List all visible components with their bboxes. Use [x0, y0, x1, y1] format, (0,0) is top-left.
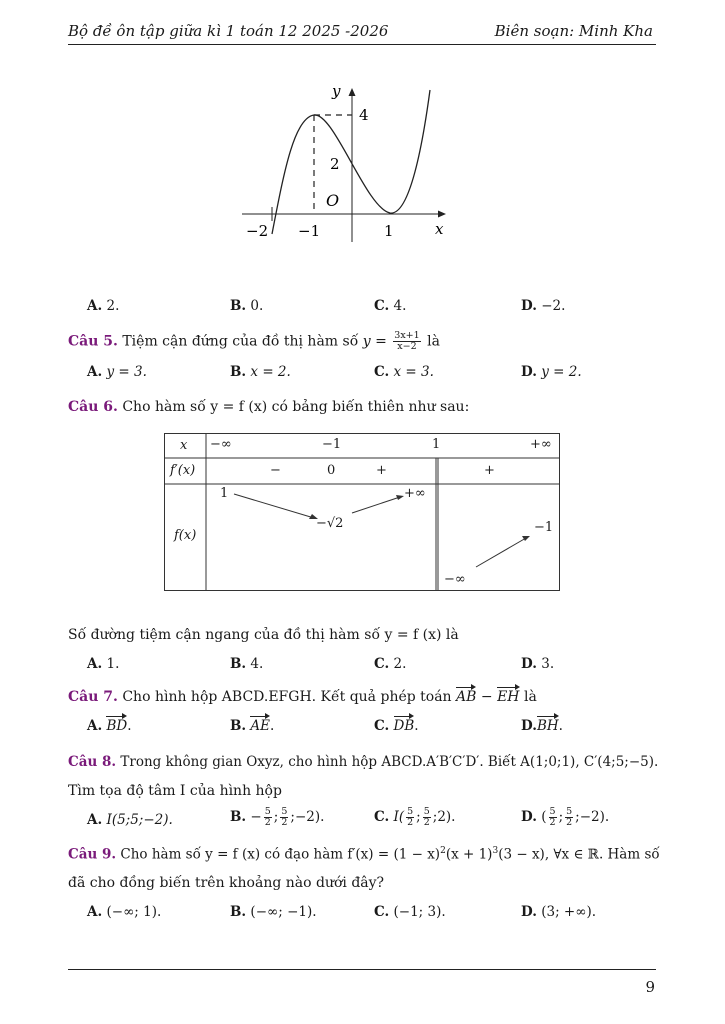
label-y4: 4: [359, 106, 369, 124]
y-axis-label: y: [332, 82, 341, 100]
q7-option-a[interactable]: A. BD.: [87, 718, 132, 734]
label-y2: 2: [330, 155, 340, 173]
x-axis-arrow: [438, 211, 446, 218]
arrow-increasing-right: [476, 538, 526, 567]
q9-question-line2: đã cho đồng biến trên khoảng nào dưới đây?: [68, 875, 385, 891]
f-min: −√2: [316, 516, 344, 531]
q9-option-a[interactable]: A. (−∞; 1).: [87, 904, 162, 920]
x-neg-inf: −∞: [210, 437, 232, 452]
f-right-end: −1: [534, 520, 554, 535]
q4-option-b[interactable]: B. 0.: [230, 298, 264, 314]
q5-option-c[interactable]: C. x = 3.: [374, 364, 434, 380]
header-title: Bộ đề ôn tập giữa kì 1 toán 12 2025 -2026: [68, 22, 389, 40]
fprime-sign-3: +: [484, 463, 495, 478]
q7-option-b[interactable]: B. AE.: [230, 718, 275, 734]
q5-question: Câu 5. Tiệm cận đứng của đồ thị hàm số y = $\frac{3x+1}{x-2}$ là: [68, 330, 440, 352]
f-left-start: 1: [220, 486, 229, 501]
q4-option-a[interactable]: A. 2.: [87, 298, 120, 314]
header-rule: [68, 44, 656, 45]
q5-fraction: $\frac{3x+1}{x-2}$: [394, 330, 420, 352]
f-left-end: +∞: [404, 486, 426, 501]
variation-table: [164, 433, 560, 591]
q8-question-line2: Tìm tọa độ tâm I của hình hộp: [68, 783, 282, 799]
row-x-label: x: [180, 438, 188, 453]
q8-option-c[interactable]: C. I( $\frac{5}{2}$ ; $\frac{5}{2}$ ;2).: [374, 806, 456, 828]
q7-question: Câu 7. Cho hình hộp ABCD.EFGH. Kết quả phép toán AB − EH là: [68, 689, 537, 705]
x-one: 1: [432, 437, 441, 452]
header-author: Biên soạn: Minh Kha: [494, 22, 653, 40]
fprime-sign-2: +: [376, 463, 387, 478]
label-x1: 1: [384, 222, 394, 240]
q4-option-d[interactable]: D. −2.: [521, 298, 566, 314]
q8-option-d[interactable]: D. ( $\frac{5}{2}$ ; $\frac{5}{2}$ ;−2).: [521, 806, 610, 828]
q8-option-a[interactable]: A. I(5;5;−2).: [87, 812, 173, 828]
q6-subquestion: Số đường tiệm cận ngang của đồ thị hàm số y = f (x) là: [68, 627, 459, 643]
x-minus-one: −1: [322, 437, 342, 452]
q6-option-b[interactable]: B. 4.: [230, 656, 264, 672]
x-axis-label: x: [435, 220, 444, 238]
fprime-sign-1: −: [270, 463, 281, 478]
f-right-start: −∞: [444, 572, 466, 587]
q5-option-b[interactable]: B. x = 2.: [230, 364, 291, 380]
label-xm2: −2: [246, 222, 269, 240]
row-fprime-label: f′(x): [170, 463, 196, 478]
q6-question: Câu 6. Cho hàm số y = f (x) có bảng biến thiên như sau:: [68, 399, 470, 415]
arrow-decreasing: [234, 494, 314, 518]
q4-option-c[interactable]: C. 4.: [374, 298, 407, 314]
q7-option-d[interactable]: D.BH.: [521, 718, 563, 734]
q9-question-line1: Câu 9. Cho hàm số y = f (x) có đạo hàm $f'(x) = (1 - x)^2(x + 1)^3(3 - x)$, ∀x ∈ ℝ. Hàm số: [68, 846, 660, 863]
y-axis-arrow: [349, 88, 356, 96]
q6-option-d[interactable]: D. 3.: [521, 656, 555, 672]
q9-option-c[interactable]: C. (−1; 3).: [374, 904, 446, 920]
page-number: 9: [645, 978, 655, 996]
cubic-curve: [272, 90, 430, 234]
q5-option-d[interactable]: D. y = 2.: [521, 364, 582, 380]
variation-table-grid: [164, 433, 560, 591]
footer-rule: [68, 969, 656, 970]
arrow-increasing-left: [352, 497, 400, 513]
row-f-label: f(x): [174, 528, 197, 543]
q8-option-b[interactable]: B. − $\frac{5}{2}$ ; $\frac{5}{2}$ ;−2).: [230, 806, 325, 828]
fprime-zero: 0: [327, 463, 336, 478]
q9-option-b[interactable]: B. (−∞; −1).: [230, 904, 317, 920]
label-xm1: −1: [298, 222, 321, 240]
q6-option-c[interactable]: C. 2.: [374, 656, 407, 672]
label-origin: O: [326, 191, 340, 210]
q8-question-line1: Câu 8. Trong không gian Oxyz, cho hình hộp ABCD.A′B′C′D′. Biết A(1;0;1), C′(4;5;−5).: [68, 754, 659, 770]
x-pos-inf: +∞: [530, 437, 552, 452]
q9-option-d[interactable]: D. (3; +∞).: [521, 904, 597, 920]
q7-option-c[interactable]: C. DB.: [374, 718, 419, 734]
q5-option-a[interactable]: A. y = 3.: [87, 364, 147, 380]
cubic-graph: [238, 82, 452, 244]
q6-option-a[interactable]: A. 1.: [87, 656, 120, 672]
